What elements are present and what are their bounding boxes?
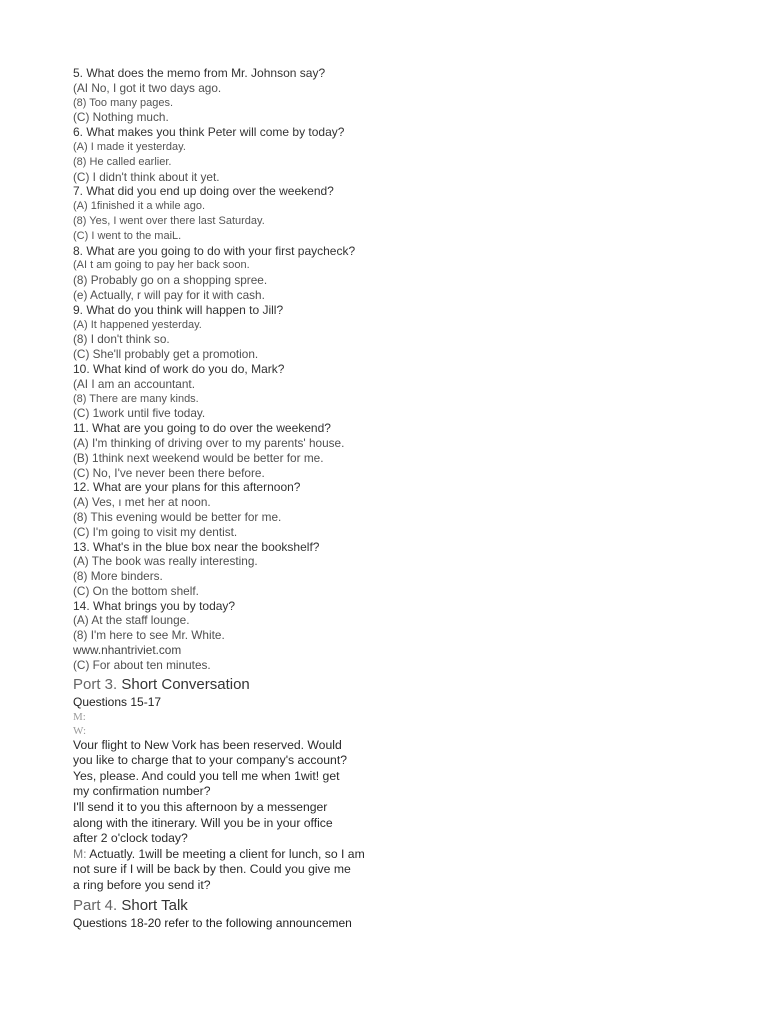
conversation-line: along with the itinerary. Will you be in your office [73, 815, 333, 830]
answer-option: (A) At the staff lounge. [73, 613, 190, 628]
answer-option: (A) I'm thinking of driving over to my parents' house. [73, 435, 345, 450]
answer-option: (C) Nothing much. [73, 110, 169, 125]
part4-heading [73, 896, 733, 916]
answer-option: (AI t am going to pay her back soon. [73, 259, 250, 272]
answer-option: (8) Probably go on a shopping spree. [73, 273, 268, 288]
answer-option: (B) 1think next weekend would be better for me. [73, 450, 324, 465]
answer-option: (AI No, I got it two days ago. [73, 80, 222, 95]
conversation-line: my confirmation number? [73, 784, 211, 799]
question-line: 12. What are your plans for this afternoon? [73, 480, 301, 495]
part3-title: Short Conversation [121, 675, 250, 693]
conversation-line: after 2 o'clock today? [73, 831, 188, 846]
answer-option: (C) She'll probably get a promotion. [73, 347, 259, 362]
part4-questions-label: Questions 18-20 refer to the following announcemen [73, 915, 352, 930]
speaker-w-label: W: [73, 724, 87, 737]
conversation-text [73, 738, 733, 847]
answer-option: (AI I am an accountant. [73, 376, 195, 391]
answer-option: (C) No, I've never been there before. [73, 465, 265, 480]
conversation-line: not sure if I will be back by then. Could you give me [73, 862, 351, 877]
answer-option: (A) Ves, ı met her at noon. [73, 495, 211, 510]
conversation-line: Yes, please. And could you tell me when 1wit! get [73, 768, 340, 783]
conversation-text-cont [73, 862, 733, 893]
part4-number: Part 4. [73, 896, 118, 914]
answer-option: (8) He called earlier. [73, 155, 172, 168]
answer-option: (C) On the bottom shelf. [73, 583, 199, 598]
answer-option: (8) This evening would be better for me. [73, 509, 282, 524]
conversation-line-text: Actuatly. 1will be meeting a client for lunch, so I am [89, 846, 365, 861]
conversation-line: I'll send it to you this afternoon by a messenger [73, 800, 328, 815]
question-line: 9. What do you think will happen to Jill? [73, 302, 284, 317]
answer-option: (8) There are many kinds. [73, 392, 199, 405]
answer-option: (8) I don't think so. [73, 332, 170, 347]
answer-option: (C) For about ten minutes. [73, 657, 211, 672]
website-url: www.nhantriviet.com [73, 643, 182, 658]
question-line: 6. What makes you think Peter will come by today? [73, 125, 345, 140]
conversation-line: a ring before you send it? [73, 878, 211, 893]
answer-option: (e) Actually, r will pay for it with cash. [73, 287, 265, 302]
conversation-speaker: M: [73, 846, 87, 861]
part4-title: Short Talk [121, 896, 188, 914]
speaker-m-label: M: [73, 710, 86, 723]
answer-option: (C) I didn't think about it yet. [73, 169, 220, 184]
question-line: 11. What are you going to do over the weekend? [73, 421, 331, 436]
question-line: 14. What brings you by today? [73, 598, 236, 613]
answer-option: (8) Yes, I went over there last Saturday. [73, 214, 265, 227]
answer-option: (8) More binders. [73, 569, 163, 584]
conversation-line: you like to charge that to your company's account? [73, 753, 347, 768]
answer-option: (A) I made it yesterday. [73, 140, 186, 153]
question-line: 5. What does the memo from Mr. Johnson say? [73, 66, 326, 80]
question-line: 10. What kind of work do you do, Mark? [73, 361, 285, 376]
answer-option: (C) 1work until five today. [73, 406, 206, 421]
answer-option: (8) I'm here to see Mr. White. [73, 628, 225, 643]
question-line: 8. What are you going to do with your first paycheck? [73, 243, 356, 258]
answer-option: (C) I went to the maiL. [73, 229, 182, 242]
answer-option: (8) Too many pages. [73, 96, 174, 109]
answer-option: (A) 1finished it a while ago. [73, 200, 206, 213]
part3-heading [73, 675, 733, 695]
document-body [73, 66, 733, 931]
answer-option: (C) I'm going to visit my dentist. [73, 524, 238, 539]
part2-question-list [73, 66, 733, 673]
answer-option: (A) It happened yesterday. [73, 318, 202, 331]
answer-option: (A) The book was really interesting. [73, 554, 258, 569]
part3-questions-label: Questions 15-17 [73, 694, 162, 709]
question-line: 13. What's in the blue box near the bookshelf? [73, 539, 320, 554]
part3-number: Port 3. [73, 675, 118, 693]
question-line: 7. What did you end up doing over the weekend? [73, 184, 334, 199]
conversation-line [73, 847, 733, 863]
conversation-line: Vour flight to New Vork has been reserved. Would [73, 737, 342, 752]
